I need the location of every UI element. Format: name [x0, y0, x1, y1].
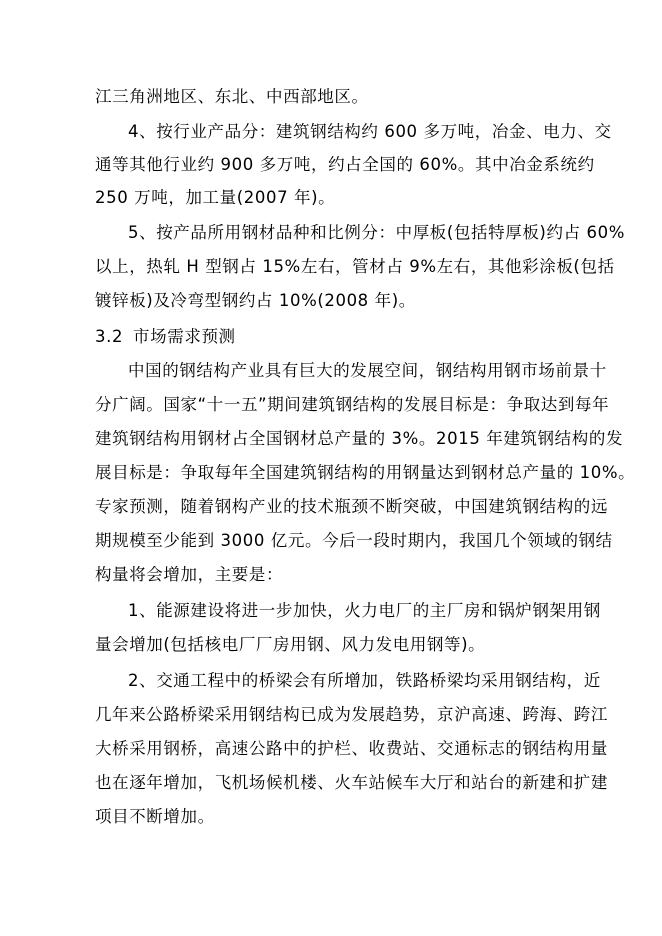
- paragraph-line: 也在逐年增加，飞机场候机楼、火车站候车大厅和站台的新建和扩建: [95, 773, 608, 792]
- paragraph-line: 江三角洲地区、东北、中西部地区。: [95, 87, 369, 106]
- section-title: 市场需求预测: [133, 327, 236, 346]
- paragraph-line: 通等其他行业约 900 多万吨，约占全国的 60%。其中冶金系统约: [95, 155, 595, 174]
- paragraph-line: 大桥采用钢桥，高速公路中的护栏、收费站、交通标志的钢结构用量: [95, 739, 608, 758]
- paragraph-line: 中国的钢结构产业具有巨大的发展空间，钢结构用钢市场前景十: [128, 361, 607, 380]
- paragraph-line: 1、能源建设将进一步加快，火力电厂的主厂房和锅炉钢架用钢: [128, 601, 601, 620]
- paragraph-line: 专家预测，随着钢构产业的技术瓶颈不断突破，中国建筑钢结构的远: [95, 497, 608, 516]
- section-number: 3.2: [95, 327, 124, 346]
- paragraph-line: 以上，热轧 H 型钢占 15%左右，管材占 9%左右，其他彩涂板(包括: [95, 257, 615, 276]
- paragraph-line: 几年来公路桥梁采用钢结构已成为发展趋势，京沪高速、跨海、跨江: [95, 705, 608, 724]
- paragraph-line: 建筑钢结构用钢材占全国钢材总产量的 3%。2015 年建筑钢结构的发: [95, 429, 624, 448]
- paragraph-line: 2、交通工程中的桥梁会有所增加，铁路桥梁均采用钢结构，近: [128, 671, 601, 690]
- paragraph-line: 镀锌板)及冷弯型钢约占 10%(2008 年)。: [95, 291, 416, 310]
- paragraph-line: 4、按行业产品分：建筑钢结构约 600 多万吨，冶金、电力、交: [128, 122, 612, 141]
- paragraph-line: 构量将会增加，主要是：: [95, 565, 284, 584]
- paragraph-line: 量会增加(包括核电厂厂房用钢、风力发电用钢等)。: [95, 635, 486, 654]
- paragraph-line: 项目不断增加。: [95, 807, 215, 826]
- paragraph-line: 分广阔。国家“十一五”期间建筑钢结构的发展目标是：争取达到每年: [95, 395, 610, 414]
- paragraph-line: 5、按产品所用钢材品种和比例分：中厚板(包括特厚板)约占 60%: [128, 223, 625, 242]
- section-heading: [95, 326, 236, 348]
- paragraph-line: 期规模至少能到 3000 亿元。今后一段时期内，我国几个领域的钢结: [95, 531, 613, 550]
- paragraph-line: 展目标是：争取每年全国建筑钢结构的用钢量达到钢材总产量的 10%。: [95, 463, 636, 482]
- paragraph-line: 250 万吨，加工量(2007 年)。: [95, 188, 336, 207]
